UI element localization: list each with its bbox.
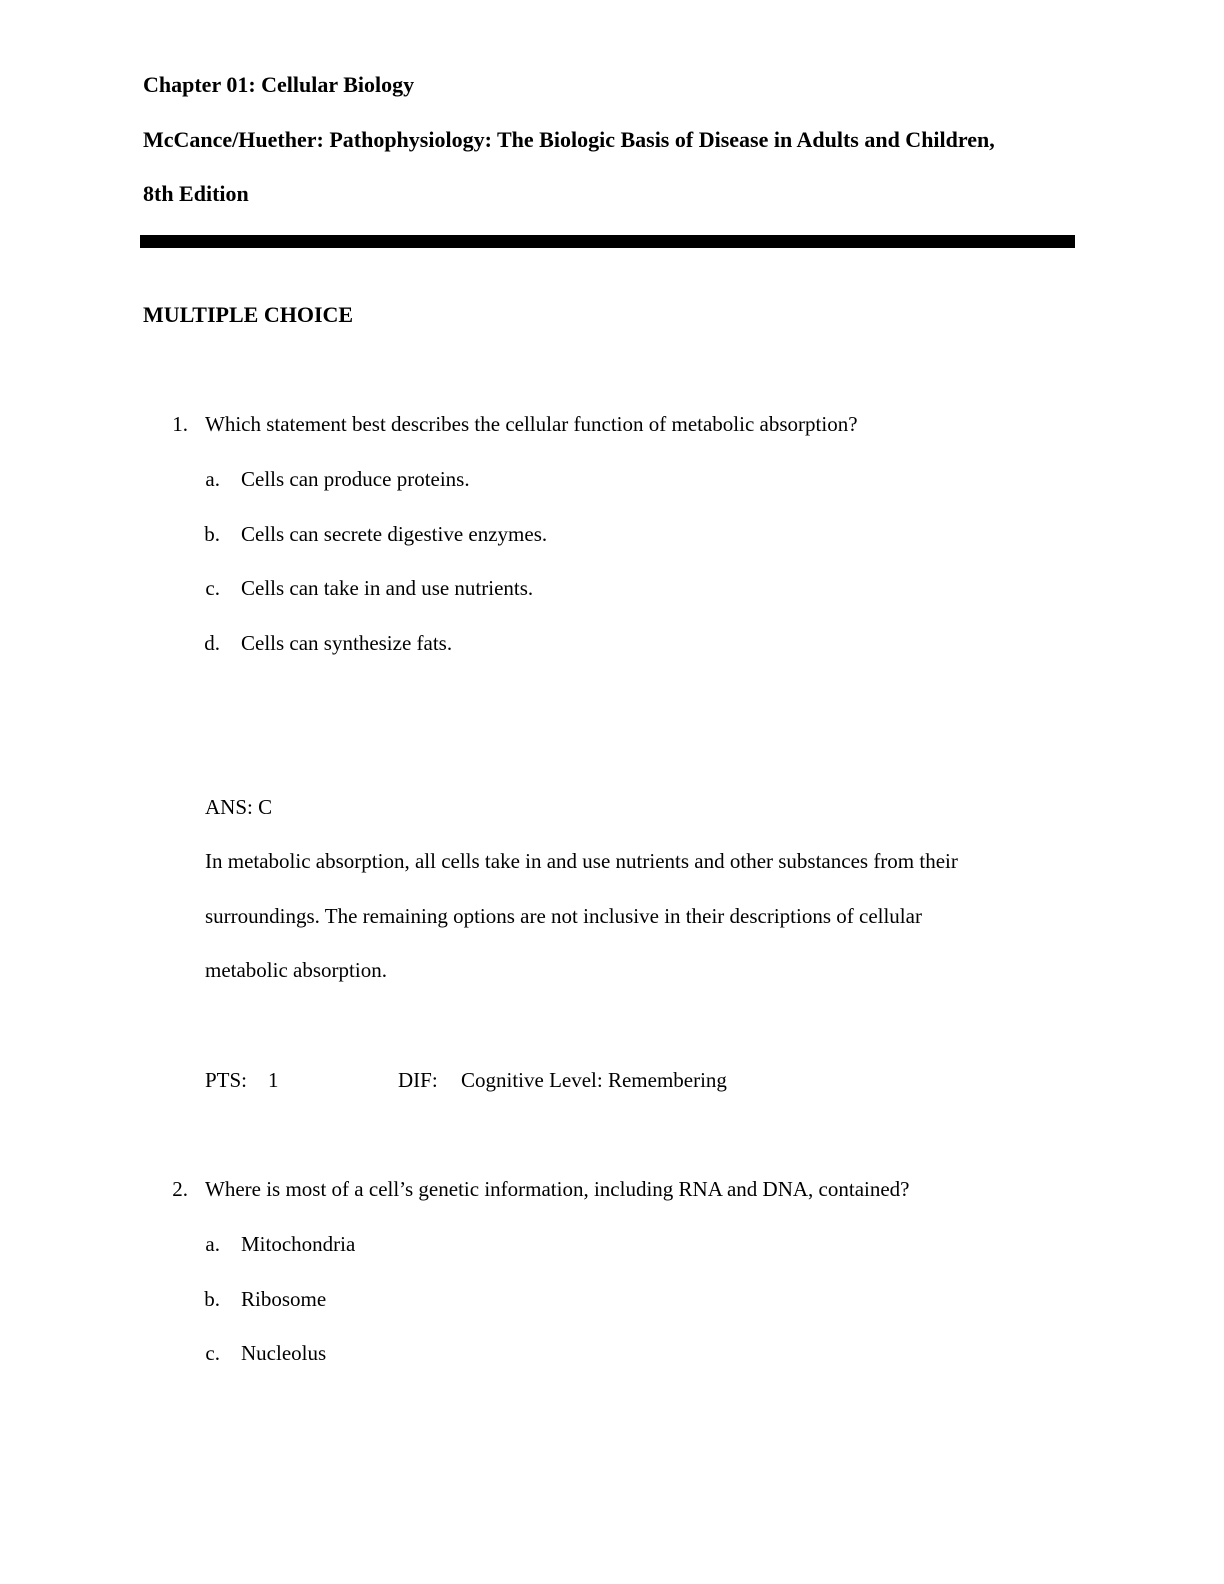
option-text: Cells can synthesize fats. — [241, 631, 453, 655]
question-number: 2. — [172, 1177, 188, 1201]
book-title-line-1: McCance/Huether: Pathophysiology: The Biologic Basis of Disease in Adults and Children, — [143, 127, 995, 152]
rationale-line: metabolic absorption. — [205, 958, 387, 982]
question-stem: Where is most of a cell’s genetic information, including RNA and DNA, contained? — [205, 1177, 910, 1201]
answer-key: ANS: C — [205, 795, 273, 819]
option-letter: d. — [204, 631, 220, 655]
option-text: Cells can secrete digestive enzymes. — [241, 522, 548, 546]
chapter-title: Chapter 01: Cellular Biology — [143, 72, 415, 97]
points-label: PTS: — [205, 1068, 248, 1092]
option-letter: a. — [205, 467, 220, 491]
header-divider — [140, 235, 1075, 248]
option-letter: c. — [205, 576, 220, 600]
rationale-line: surroundings. The remaining options are not inclusive in their descriptions of cellular — [205, 904, 922, 928]
option-text: Nucleolus — [241, 1341, 327, 1365]
rationale-line: In metabolic absorption, all cells take in and use nutrients and other substances from their — [205, 849, 958, 873]
option-text: Mitochondria — [241, 1232, 356, 1256]
section-title: MULTIPLE CHOICE — [143, 302, 354, 327]
difficulty-value: Cognitive Level: Remembering — [461, 1068, 727, 1092]
book-title-line-2: 8th Edition — [143, 181, 249, 206]
option-letter: b. — [204, 522, 220, 546]
option-text: Cells can take in and use nutrients. — [241, 576, 534, 600]
option-letter: c. — [205, 1341, 220, 1365]
option-letter: a. — [205, 1232, 220, 1256]
option-text: Ribosome — [241, 1287, 327, 1311]
difficulty-label: DIF: — [398, 1068, 438, 1092]
option-text: Cells can produce proteins. — [241, 467, 470, 491]
points-value: 1 — [268, 1068, 279, 1092]
option-letter: b. — [204, 1287, 220, 1311]
question-number: 1. — [172, 412, 188, 436]
question-stem: Which statement best describes the cellular function of metabolic absorption? — [205, 412, 858, 436]
